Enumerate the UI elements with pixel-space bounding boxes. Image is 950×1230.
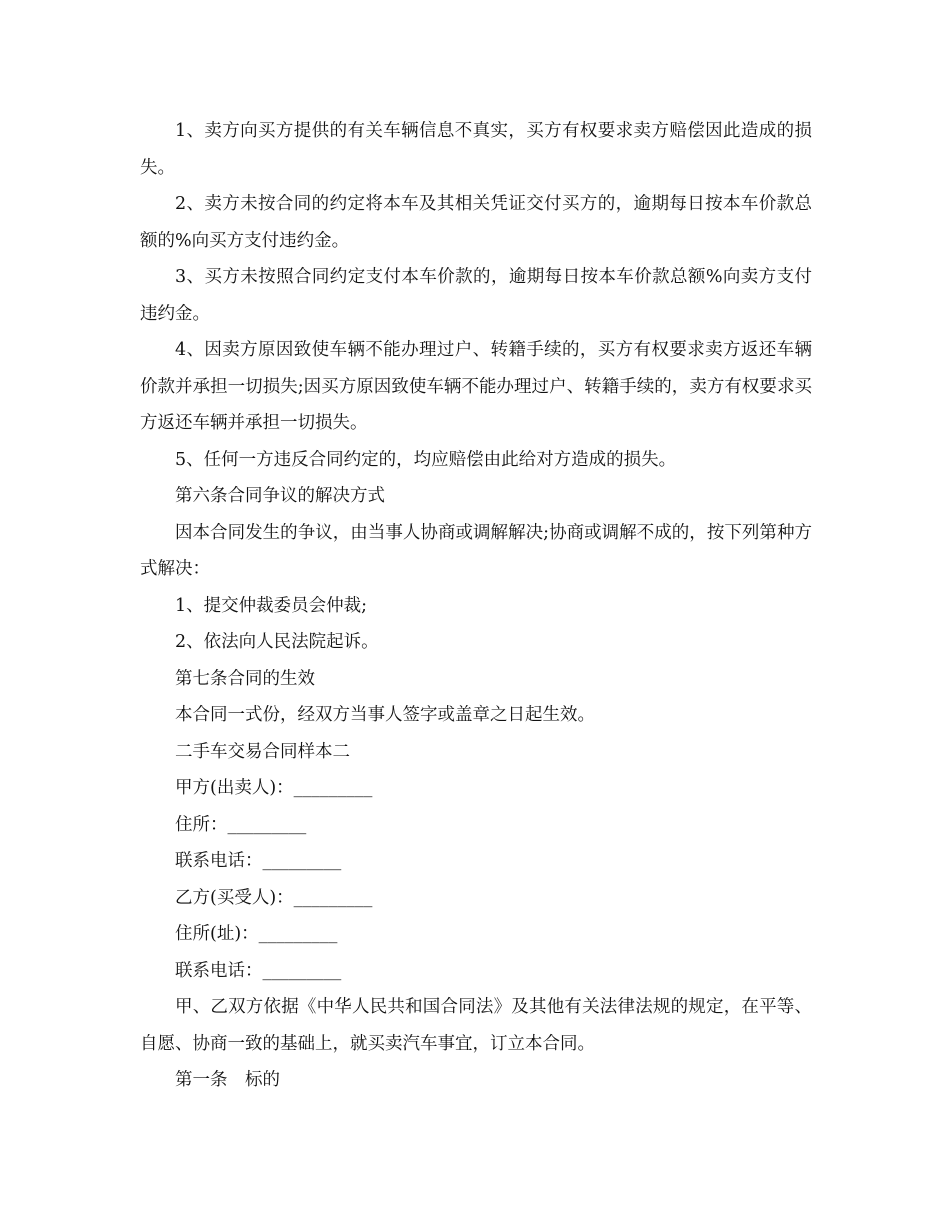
article-7-heading: 第七条合同的生效 [175,668,315,689]
clause-5-breach-compensation: 5、任何一方违反合同约定的，均应赔偿由此给对方造成的损失。 [175,449,677,470]
party-a-phone-field: 联系电话：_________ [175,851,342,871]
sample-2-title: 二手车交易合同样本二 [175,741,350,762]
clause-3-buyer-late-payment: 3、买方未按照合同约定支付本车价款的，逾期每日按本车价款总额%向卖方支付违约金。 [140,267,812,324]
party-b-phone-field: 联系电话：_________ [175,960,342,981]
article-6-option-2: 2、依法向人民法院起诉。 [175,632,379,652]
article-6-heading: 第六条合同争议的解决方式 [175,486,385,506]
document-body [140,113,812,1099]
article-6-option-1: 1、提交仲裁委员会仲裁; [175,595,368,616]
party-b-address-field: 住所(址)：_________ [175,924,338,944]
party-a-seller-field: 甲方(出卖人)：_________ [175,778,373,798]
clause-4-transfer-failure: 4、因卖方原因致使车辆不能办理过户、转籍手续的，买方有权要求卖方返还车辆价款并承担一切损失;因买方原因致使车辆不能办理过户、转籍手续的，卖方有权要求买方返还车辆并承担一切损失。 [140,340,812,433]
party-b-buyer-field: 乙方(买受人)：_________ [175,887,373,908]
article-6-text: 因本合同发生的争议，由当事人协商或调解解决;协商或调解不成的，按下列第种方式解决： [140,522,812,579]
article-1-heading: 第一条 标的 [175,1070,280,1090]
preamble-text: 甲、乙双方依据《中华人民共和国合同法》及其他有关法律法规的规定，在平等、自愿、协商一致的基础上，就买卖汽车事宜，订立本合同。 [140,997,812,1054]
article-7-text: 本合同一式份，经双方当事人签字或盖章之日起生效。 [175,705,595,725]
clause-2-seller-late-delivery: 2、卖方未按合同的约定将本车及其相关凭证交付买方的，逾期每日按本车价款总额的%向买方支付违约金。 [140,194,812,251]
clause-1-seller-false-info: 1、卖方向买方提供的有关车辆信息不真实，买方有权要求卖方赔偿因此造成的损失。 [140,121,812,178]
party-a-address-field: 住所：_________ [175,814,307,835]
